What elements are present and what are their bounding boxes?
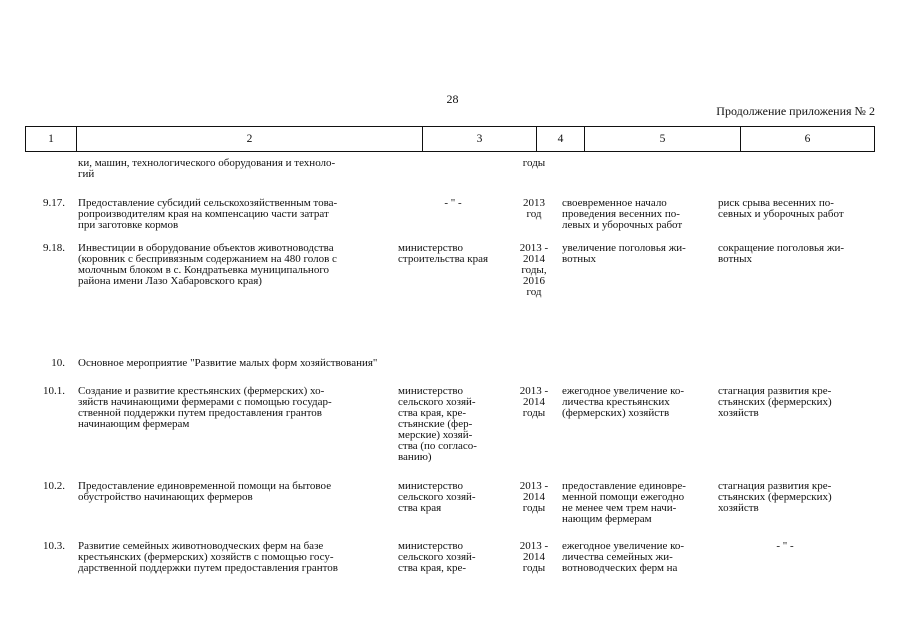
row-period-line: 2016 <box>523 275 545 287</box>
row-description-line: Создание и развитие крестьянских (фермерских) хо- <box>78 385 325 397</box>
row-executor <box>398 481 508 514</box>
row-description-line: Инвестиции в оборудование объектов животноводства <box>78 242 334 254</box>
row-executor-line: - " - <box>444 197 462 209</box>
row-number: 10.1. <box>43 385 65 397</box>
row-period-line: год <box>526 286 542 298</box>
row-period <box>512 386 556 419</box>
row-expected-result-line: менной помощи ежегодно <box>562 491 685 503</box>
row-period-line: 2013 - <box>519 242 549 254</box>
row-consequences-line: - " - <box>776 540 794 552</box>
row-expected-result <box>562 481 712 525</box>
row-expected-result <box>562 541 712 574</box>
row-description <box>78 243 392 287</box>
header-col-2: 2 <box>76 127 422 151</box>
header-col-5: 5 <box>584 127 740 151</box>
row-executor-line: ства края, кре- <box>398 407 467 419</box>
row-executor-line: мерские) хозяй- <box>398 429 473 441</box>
row-description <box>78 481 392 503</box>
row-expected-result-line: вотноводческих ферм на <box>562 562 678 574</box>
row-number: 9.18. <box>43 242 65 254</box>
row-period-line: 2014 <box>523 253 545 265</box>
row-executor-line: министерство <box>398 385 464 397</box>
row-description-line: Предоставление субсидий сельскохозяйственным това- <box>78 197 338 209</box>
row-period-line: 2014 <box>523 396 545 408</box>
continued-cell-col4 <box>512 158 556 169</box>
row-period-line: 2013 <box>523 197 545 209</box>
row-executor-line: ства края, кре- <box>398 562 467 574</box>
row-description-line: ропроизводителям края на компенсацию части затрат <box>78 208 329 220</box>
row-description-line: Основное мероприятие "Развитие малых форм хозяйствования" <box>78 357 378 369</box>
row-expected-result-line: нающим фермерам <box>562 513 652 525</box>
row-executor-line: сельского хозяй- <box>398 551 476 563</box>
row-expected-result-line: ежегодное увеличение ко- <box>562 540 685 552</box>
row-description-line: обустройство начинающих фермеров <box>78 491 253 503</box>
row-description-line: зяйств начинающими фермерами с помощью государ- <box>78 396 332 408</box>
row-period-line: годы <box>522 562 546 574</box>
row-expected-result-line: вотных <box>562 253 597 265</box>
row-period-line: 2013 - <box>519 540 549 552</box>
continued-cell-col2 <box>78 158 392 180</box>
row-period-line: годы, <box>521 264 547 276</box>
row-executor-line: министерство <box>398 480 464 492</box>
row-description-line: (коровник с беспривязным содержанием на 480 голов с <box>78 253 337 265</box>
row-period <box>512 541 556 574</box>
row-consequences <box>718 198 868 220</box>
row-expected-result-line: своевременное начало <box>562 197 667 209</box>
row-executor-line: ства (по согласо- <box>398 440 477 452</box>
row-expected-result-line: личества крестьянских <box>562 396 670 408</box>
row-period-line: 2014 <box>523 551 545 563</box>
row-description-line: крестьянских (фермерских) хозяйств с помощью госу- <box>78 551 334 563</box>
row-period <box>512 198 556 220</box>
row-executor-line: стьянские (фер- <box>398 418 473 430</box>
row-expected-result-line: ежегодное увеличение ко- <box>562 385 685 397</box>
header-col-6: 6 <box>740 127 874 151</box>
header-col-1: 1 <box>48 133 54 145</box>
row-period <box>512 243 556 298</box>
row-expected-result <box>562 386 712 419</box>
row-period-line: год <box>526 208 542 220</box>
continuation-note: Продолжение приложения № 2 <box>716 104 875 118</box>
row-description-line: молочным блоком в с. Кондратьевка муниципального <box>78 264 330 276</box>
row-consequences-line: стагнация развития кре- <box>718 480 832 492</box>
row-description-line: района имени Лазо Хабаровского края) <box>78 275 262 287</box>
row-expected-result-line: увеличение поголовья жи- <box>562 242 686 254</box>
row-number: 10. <box>51 357 65 369</box>
row-consequences-line: стьянских (фермерских) <box>718 396 832 408</box>
row-period-line: 2014 <box>523 491 545 503</box>
page-number: 28 <box>446 92 459 106</box>
row-description <box>78 541 392 574</box>
row-consequences <box>718 243 868 265</box>
row-description-line: при заготовке кормов <box>78 219 179 231</box>
row-consequences-line: севных и уборочных работ <box>718 208 844 220</box>
row-period <box>512 481 556 514</box>
row-period-line: годы <box>522 407 546 419</box>
row-executor-line: сельского хозяй- <box>398 396 476 408</box>
table-header <box>25 126 875 152</box>
row-expected-result-line: не менее чем трем начи- <box>562 502 677 514</box>
row-expected-result <box>562 243 712 265</box>
row-consequences-line: хозяйств <box>718 407 759 419</box>
row-period-line: 2013 - <box>519 385 549 397</box>
row-consequences-line: вотных <box>718 253 753 265</box>
row-period-line: 2013 - <box>519 480 549 492</box>
continued-cell-col2-line: ки, машин, технологического оборудования и техноло- <box>78 157 336 169</box>
row-executor-line: министерство <box>398 540 464 552</box>
header-col-4: 4 <box>536 127 584 151</box>
row-period-line: годы <box>522 502 546 514</box>
row-executor <box>398 243 508 265</box>
row-executor <box>398 541 508 574</box>
row-description-line: Развитие семейных животноводческих ферм на базе <box>78 540 324 552</box>
row-executor-line: ванию) <box>398 451 432 463</box>
row-number: 10.2. <box>43 480 65 492</box>
row-description-line: Предоставление единовременной помощи на бытовое <box>78 480 332 492</box>
row-expected-result-line: личества семейных жи- <box>562 551 673 563</box>
row-number: 9.17. <box>43 197 65 209</box>
row-executor-line: строительства края <box>398 253 489 265</box>
row-consequences-line: сокращение поголовья жи- <box>718 242 845 254</box>
row-expected-result-line: левых и уборочных работ <box>562 219 683 231</box>
row-description <box>78 358 392 369</box>
row-executor <box>398 386 508 463</box>
row-consequences <box>718 481 868 514</box>
row-consequences-line: стьянских (фермерских) <box>718 491 832 503</box>
row-consequences-line: риск срыва весенних по- <box>718 197 834 209</box>
row-expected-result-line: (фермерских) хозяйств <box>562 407 670 419</box>
row-description <box>78 198 392 231</box>
continued-cell-col4-line: годы <box>522 157 546 169</box>
row-executor-line: сельского хозяй- <box>398 491 476 503</box>
row-consequences-line: хозяйств <box>718 502 759 514</box>
row-expected-result-line: предоставление единовре- <box>562 480 686 492</box>
row-executor <box>398 198 508 209</box>
row-expected-result-line: проведения весенних по- <box>562 208 680 220</box>
row-executor-line: ства края <box>398 502 442 514</box>
row-number: 10.3. <box>43 540 65 552</box>
continued-cell-col2-line: гий <box>78 168 95 180</box>
row-consequences-line: стагнация развития кре- <box>718 385 832 397</box>
header-col-3: 3 <box>422 127 536 151</box>
row-description <box>78 386 392 430</box>
row-expected-result <box>562 198 712 231</box>
row-description-line: начинающим фермерам <box>78 418 190 430</box>
row-executor-line: министерство <box>398 242 464 254</box>
row-consequences <box>718 386 868 419</box>
row-description-line: дарственной поддержки путем предоставления грантов <box>78 562 338 574</box>
row-consequences <box>718 541 852 552</box>
row-description-line: ственной поддержки путем предоставления грантов <box>78 407 322 419</box>
